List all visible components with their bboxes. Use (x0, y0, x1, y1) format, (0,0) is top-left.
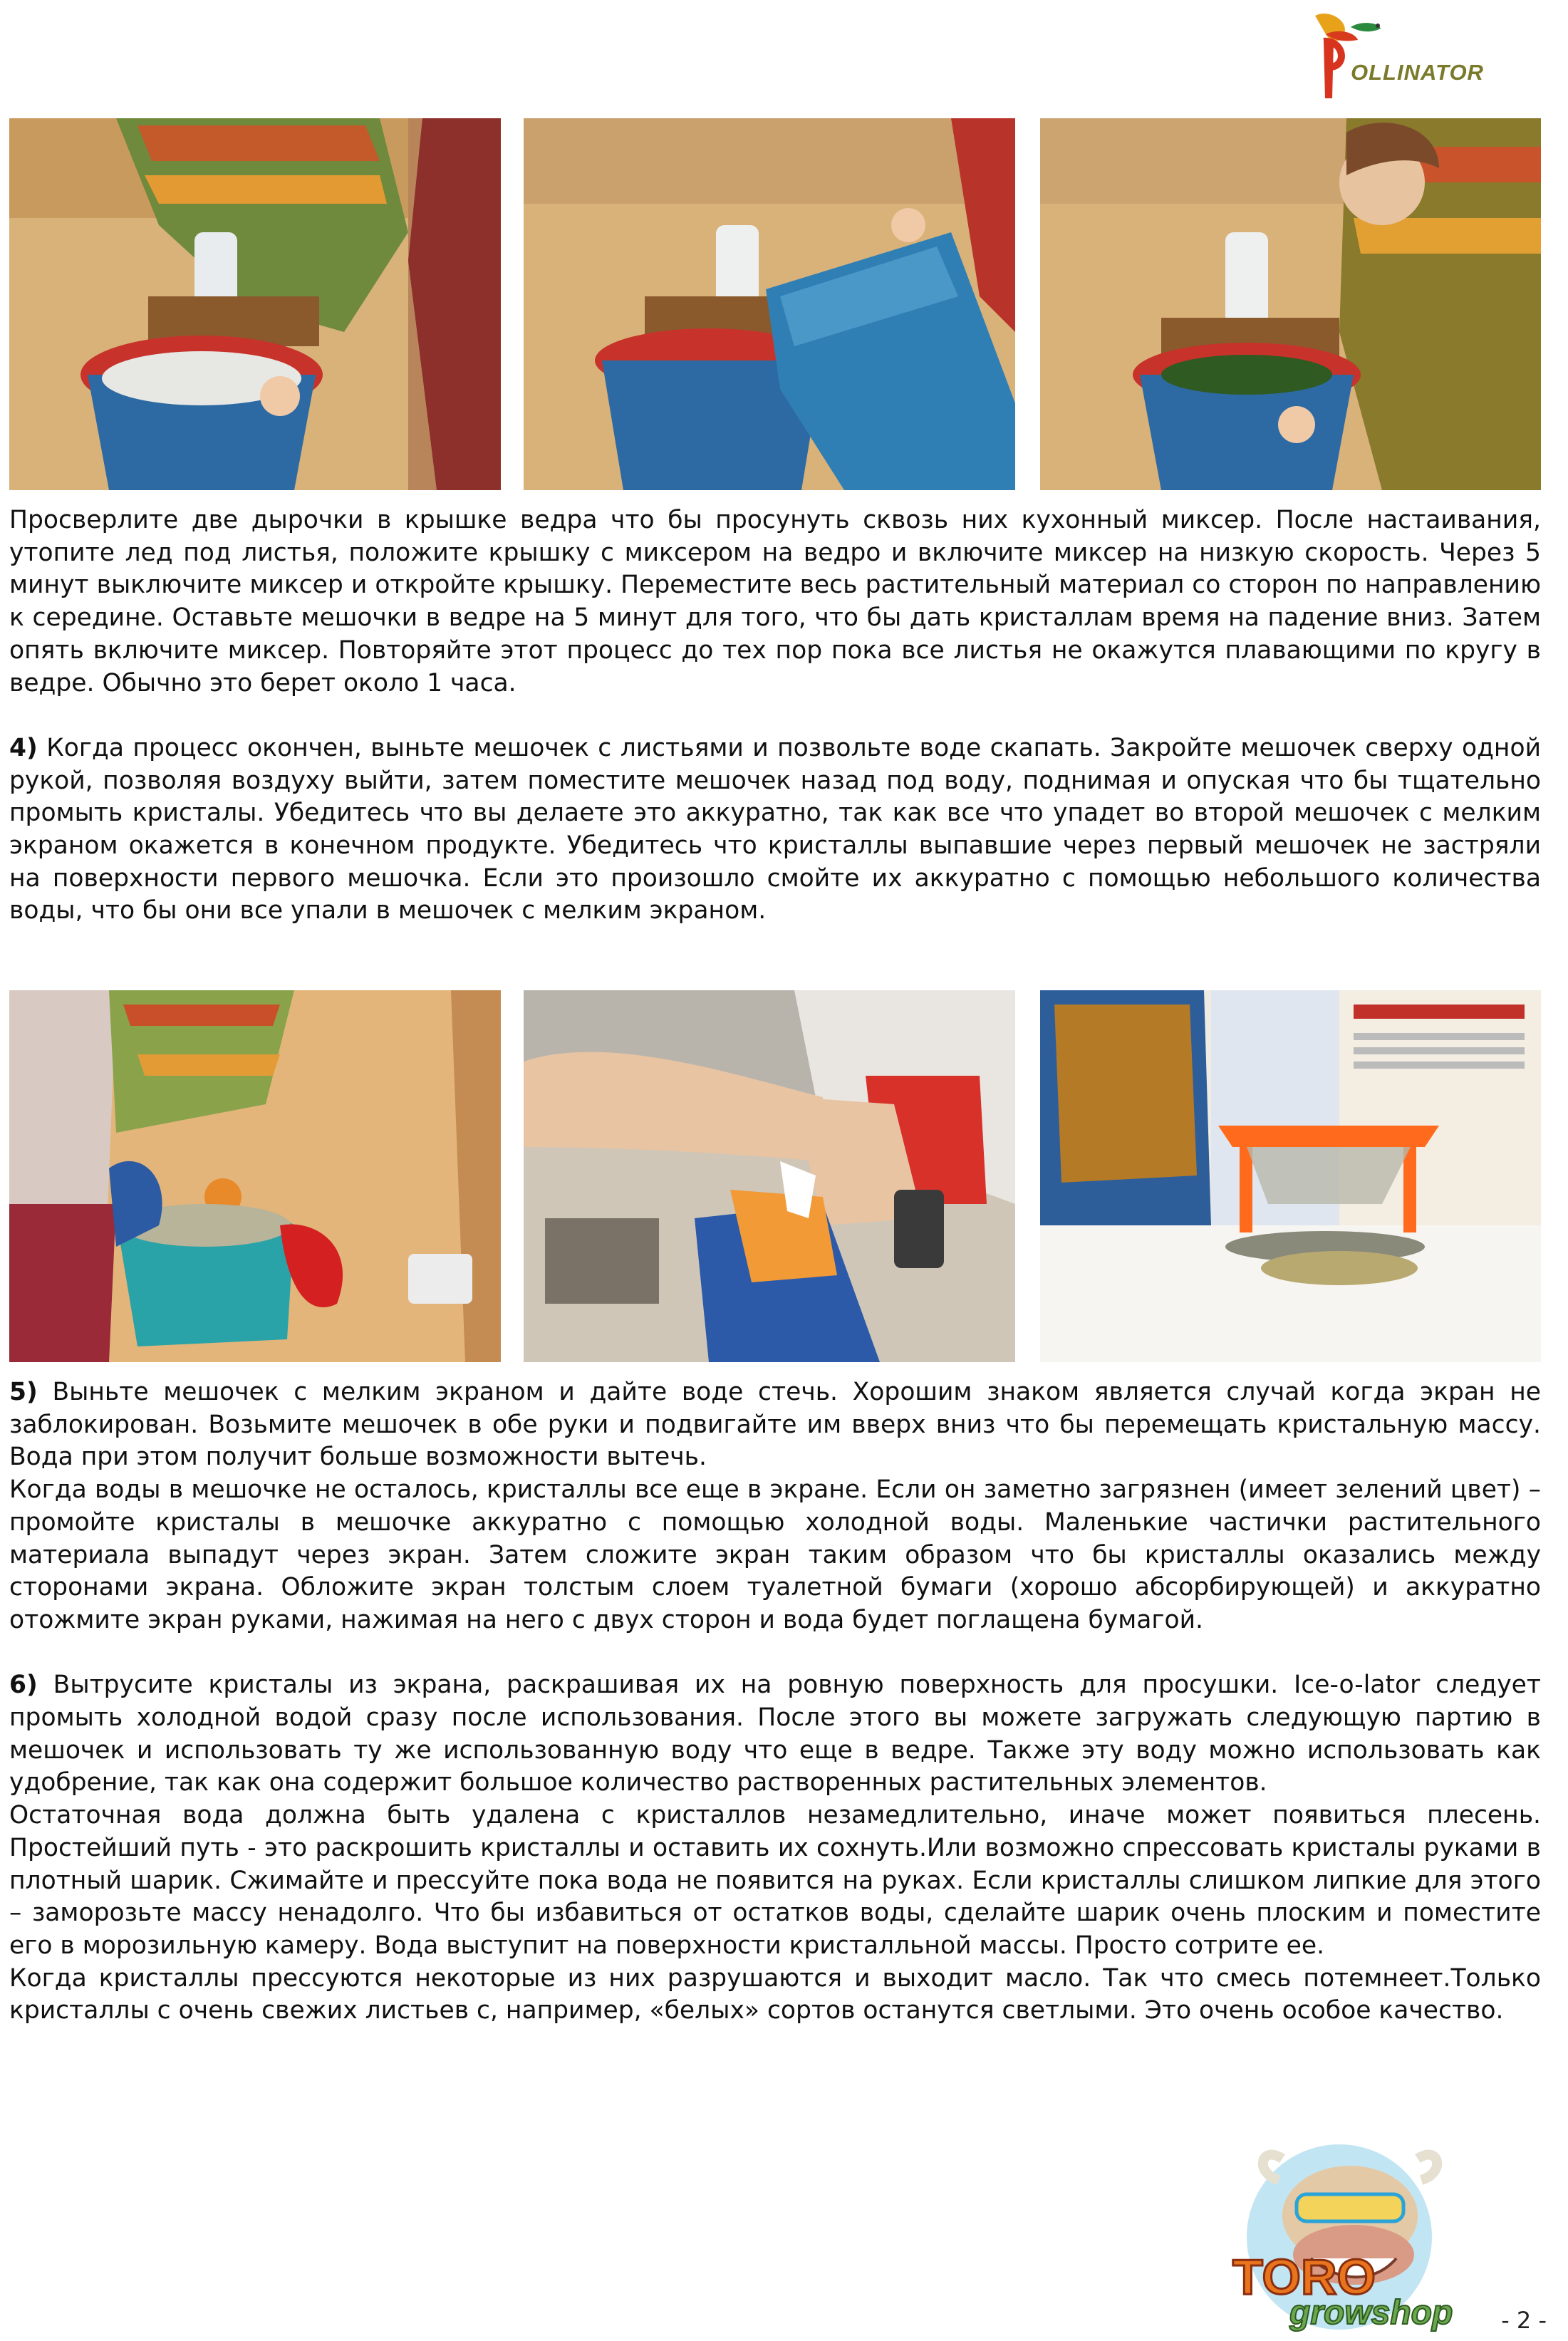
photo-lid-with-mixer (524, 118, 1015, 490)
step6c-paragraph: Когда кристаллы прессуются некоторые из них разрушаются и выходит масло. Так что смесь потемнеет.Только кристаллы с очень свежих листьев с, например, «белых» сортов останутся светлыми. Это очень особое качество. (9, 1963, 1541, 2025)
photo-mixer-bucket (9, 118, 501, 490)
photo-drying-crystals (1040, 990, 1541, 1362)
toro-brand-text: TORO (1232, 2249, 1376, 2305)
step5-text: Выньте мешочек с мелким экраном и дайте воде стечь. Хорошим знаком является случай когда экран не заблокирован. Возьмите мешочек в обе руки и подвигайте им вверх вниз что бы перемещать кристальную массу. Вода при этом получит больше возможности вытечь. (9, 1378, 1541, 1472)
step6-number: 6) (9, 1671, 38, 1700)
page-number: - 2 - (1501, 2307, 1547, 2334)
step4-number: 4) (9, 733, 38, 762)
step3-paragraph: Просверлите две дырочки в крышке ведра что бы просунуть сквозь них кухонный миксер. После настаивания, утопите лед под листья, положите крышку с миксером на ведро и включите миксер на низкую скорость. Через 5 минут выключите миксер и откройте крышку. Переместите весь растительный материал со сторон по направлению к середине. Оставьте мешочки в ведре на 5 минут для того, что бы дать кристаллам время на падение вниз. Затем опять включите миксер. Повторяйте этот процесс до тех пор пока все листья не окажутся плавающими по кругу в ведре. Обычно это берет около 1 часа. (9, 506, 1541, 697)
step6-paragraph (9, 1669, 1541, 1800)
step5b-paragraph: Когда воды в мешочке не осталось, кристаллы все еще в экране. Если он заметно загрязнен (имеет зелений цвет) – промойте кристалы в мешочке аккуратно с помощью холодной воды. Маленькие частички растительного материала выпадут через экран. Затем сложите экран таким образом что бы кристаллы оказались между сторонами экрана. Обложите экран толстым слоем туалетной бумаги (хорошо абсорбирующей) и аккуратно отожмите экран руками, нажимая на него с двух сторон и вода будет поглащена бумагой. (9, 1475, 1541, 1634)
toro-growshop-logo (1204, 2130, 1503, 2337)
step4-paragraph (9, 732, 1541, 928)
growshop-brand-text: growshop (1289, 2294, 1453, 2332)
instructions-block-2 (9, 1376, 1541, 2028)
photo-pouring-water (9, 990, 501, 1362)
step5-number: 5) (9, 1378, 38, 1406)
instructions-block-1 (9, 504, 1541, 928)
photo-mixer-on (1040, 118, 1541, 490)
step6-text: Вытрусите кристалы из экрана, раскрашивая их на ровную поверхность для просушки. Ice-o-lator следует промыть холодной водой сразу после использования. После этого вы можете загружать следующую партию в мешочек и использовать ту же использованную воду что еще в ведре. Также эту воду можно использовать как удобрение, так как она содержит большое количество растворенных растительных элементов. (9, 1671, 1542, 1797)
photo-row-1 (9, 118, 1541, 490)
step4-text: Когда процесс окончен, выньте мешочек с листьями и позвольте воде скапать. Закройте мешочек сверху одной рукой, позволяя воздуху выйти, затем поместите мешочек назад под воду, поднимая и опуская что бы тщательно промыть кристалы. Убедитесь что вы делаете это аккуратно, так как все что упадет во второй мешочек с мелким экраном окажется в конечном продукте. Убедитесь что кристаллы выпавшие через первый мешочек не застряли на поверхности первого мешочка. Если это произошло смойте их аккуратно с помощью небольшого количества воды, что бы они все упали в мешочек с мелким экраном. (9, 733, 1542, 925)
step5-paragraph (9, 1376, 1541, 1474)
photo-row-2 (9, 990, 1541, 1362)
pollinator-logo (1301, 7, 1536, 100)
step6b-paragraph: Остаточная вода должна быть удалена с кристаллов незамедлительно, иначе может появиться плесень. Простейший путь - это раскрошить кристаллы и оставить их сохнуть.Или возможно спрессовать кристалы руками в плотный шарик. Сжимайте и прессуйте пока вода не появится на руках. Если кристаллы слишком липкие для этого – заморозьте массу ненадолго. Что бы избавиться от остатков воды, сделайте шарик очень плоским и поместите его в морозильную камеру. Вода выступит на поверхности кристалльной массы. Просто сотрите ее. (9, 1801, 1541, 1960)
photo-pressing-bag (524, 990, 1015, 1362)
pollinator-bird-icon (1301, 7, 1536, 100)
logo-wordmark: OLLINATOR (1351, 60, 1484, 85)
bull-mascot-icon (1204, 2130, 1503, 2337)
